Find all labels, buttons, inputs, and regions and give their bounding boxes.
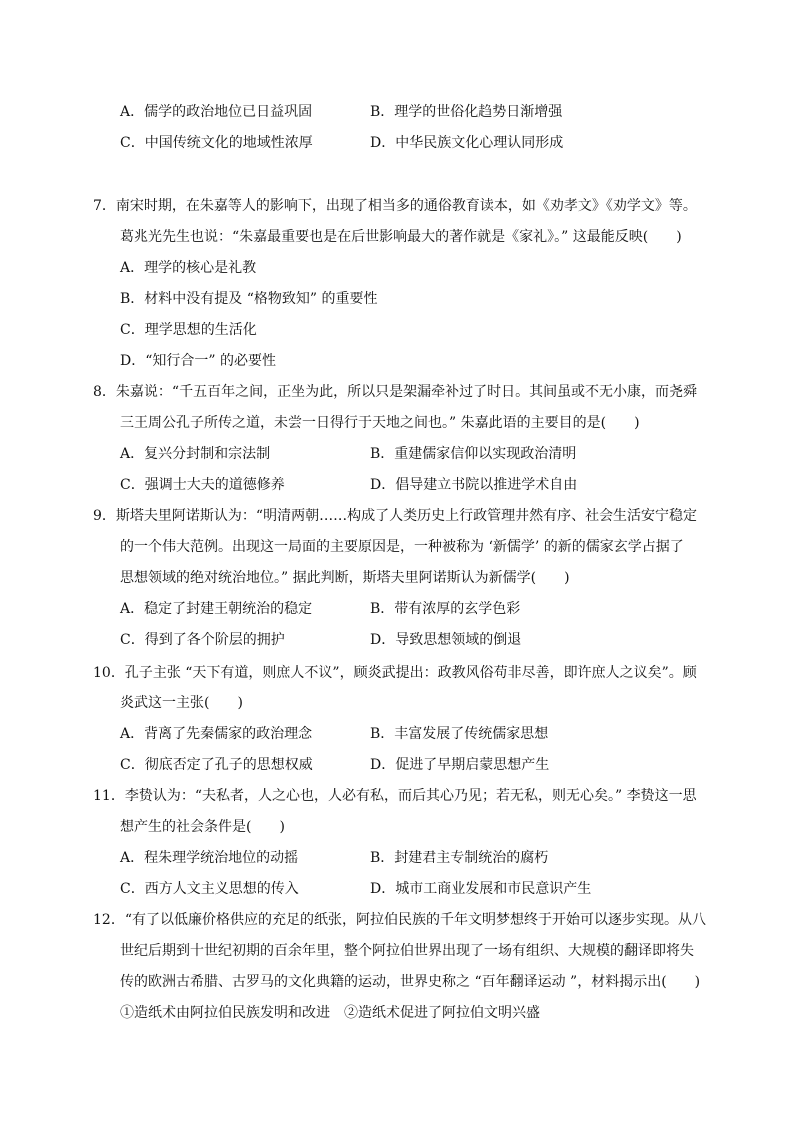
q12-stem-line-2: 世纪后期到十世纪初期的百余年里，整个阿拉伯世界出现了一场有组织、大规模的翻译即将失	[120, 943, 694, 959]
q6-option-c[interactable]: C．中国传统文化的地域性浓厚	[120, 135, 313, 151]
q6-option-a[interactable]: A．儒学的政治地位已日益巩固	[120, 104, 313, 120]
q9-stem-line-2: 的一个伟大范例。出现这一局面的主要原因是，一种被称为 ‘新儒学’ 的新的儒家玄学占据了	[120, 539, 684, 555]
q8-option-b[interactable]: B．重建儒家信仰以实现政治清明	[370, 446, 577, 462]
q7-option-c[interactable]: C．理学思想的生活化	[120, 322, 257, 338]
q10-option-c[interactable]: C．彻底否定了孔子的思想权威	[120, 757, 313, 773]
q8-stem-line-2: 三王周公孔子所传之道，未尝一日得行于天地之间也。” 朱嘉此语的主要目的是( )	[120, 415, 640, 431]
q10-option-d[interactable]: D．促进了早期启蒙思想产生	[370, 757, 550, 773]
q7-option-d[interactable]: D．“知行合一” 的必要性	[120, 353, 276, 369]
q7-option-b[interactable]: B．材料中没有提及 “格物致知” 的重要性	[120, 291, 378, 307]
q10-stem-line-1: 10．孔子主张 “天下有道，则庶人不议”，顾炎武提出：政教风俗苟非尽善，即许庶人之议矣”。顾	[93, 665, 697, 681]
q9-stem-line-1: 9．斯塔夫里阿诺斯认为：“明清两朝……构成了人类历史上行政管理井然有序、社会生活安宁稳定	[93, 508, 698, 524]
q8-option-a[interactable]: A．复兴分封制和宗法制	[120, 446, 271, 462]
q9-option-d[interactable]: D．导致思想领域的倒退	[370, 632, 522, 648]
q11-option-d[interactable]: D．城市工商业发展和市民意识产生	[370, 881, 592, 897]
q11-option-b[interactable]: B．封建君主专制统治的腐朽	[370, 850, 549, 866]
q9-option-b[interactable]: B．带有浓厚的玄学色彩	[370, 601, 521, 617]
q10-option-b[interactable]: B．丰富发展了传统儒家思想	[370, 726, 549, 742]
q10-stem-line-2: 炎武这一主张( )	[120, 695, 243, 711]
q10-option-a[interactable]: A．背离了先秦儒家的政治理念	[120, 726, 313, 742]
q8-option-d[interactable]: D．倡导建立书院以推进学术自由	[370, 477, 578, 493]
q11-stem-line-1: 11．李贽认为：“夫私者，人之心也，人必有私，而后其心乃见；若无私，则无心矣。” 李贽这一思	[93, 788, 697, 804]
q9-option-a[interactable]: A．稳定了封建王朝统治的稳定	[120, 601, 313, 617]
q11-stem-line-2: 想产生的社会条件是( )	[120, 819, 285, 835]
q12-stem-line-3: 传的欧洲古希腊、古罗马的文化典籍的运动，世界史称之 “百年翻译运动 ”，材料揭示出( )	[120, 974, 701, 990]
q11-option-a[interactable]: A．程朱理学统治地位的动摇	[120, 850, 299, 866]
q7-option-a[interactable]: A．理学的核心是礼教	[120, 260, 257, 276]
q7-stem-line-1: 7．南宋时期，在朱嘉等人的影响下，出现了相当多的通俗教育读本，如《劝孝文》《劝学文》等。	[93, 198, 697, 214]
q8-option-c[interactable]: C．强调士大夫的道德修养	[120, 477, 285, 493]
q9-option-c[interactable]: C．得到了各个阶层的拥护	[120, 632, 285, 648]
q6-option-d[interactable]: D．中华民族文化心理认同形成	[370, 135, 564, 151]
q11-option-c[interactable]: C．西方人文主义思想的传入	[120, 881, 299, 897]
q7-stem-line-2: 葛兆光先生也说：“朱嘉最重要也是在后世影响最大的著作就是《家礼》。” 这最能反映( )	[120, 229, 682, 245]
q12-stem-line-1: 12．“有了以低廉价格供应的充足的纸张，阿拉伯民族的千年文明梦想终于开始可以逐步实现。从八	[93, 912, 706, 928]
q9-stem-line-3: 思想领域的绝对统治地位。” 据此判断，斯塔夫里阿诺斯认为新儒学( )	[120, 570, 570, 586]
q6-option-b[interactable]: B．理学的世俗化趋势日渐增强	[370, 104, 563, 120]
q8-stem-line-1: 8．朱嘉说：“千五百年之间，正坐为此，所以只是架漏牵补过了时日。其间虽或不无小康，而尧舜	[93, 384, 698, 400]
q12-stem-line-4: ①造纸术由阿拉伯民族发明和改进 ②造纸术促进了阿拉伯文明兴盛	[120, 1005, 540, 1021]
